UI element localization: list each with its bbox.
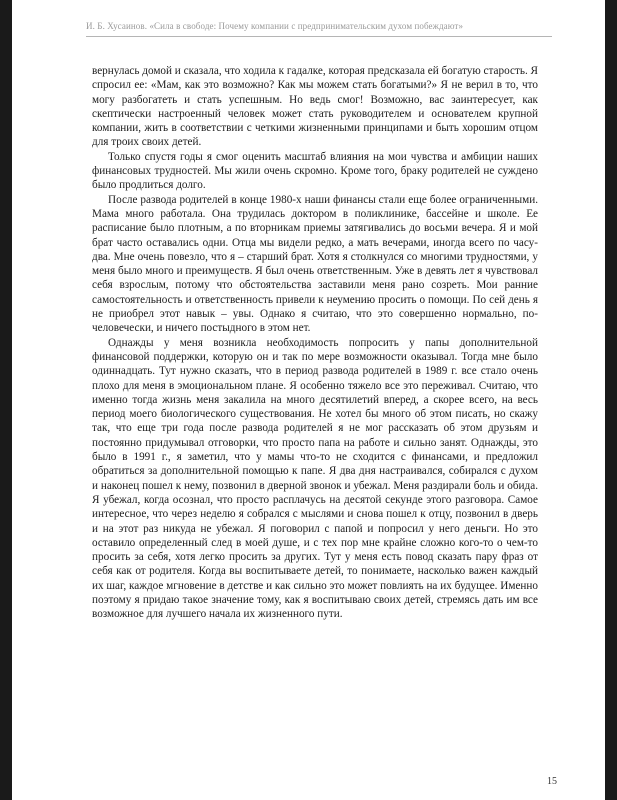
paragraph-2: Только спустя годы я смог оценить масштаб влияния на мои чувства и амбиции наших финансовых трудностей. Мы жили очень скромно. Кроме того, браку родителей не суждено было продлиться долго.	[92, 150, 538, 192]
paragraph-3: После развода родителей в конце 1980-х наши финансы стали еще более ограниченными. Мама много работала. Она трудилась доктором в поликлинике, бассейне и школе. Ее расписание было плотным, а по вторникам приемы затягивались до восьми вечера. Я и мой брат часто оставались одни. Отца мы видели редко, а мать вечерами, иногда всего по часу-два. Мне очень повезло, что я – старший брат. Хотя я столкнулся со многими трудностями, у меня было много и преимуществ. Я был очень ответственным. Уже в девять лет я чувствовал себя взрослым, потому что обстоятельства заставили меня рано созреть. Мои ранние самостоятельность и ответственность привели к неумению просить о помощи. По сей день я не приобрел этот навык – увы. Однако я считаю, что это совершенно нормально, по-человечески, и ничего постыдного в этом нет.	[92, 193, 538, 335]
paragraph-1: вернулась домой и сказала, что ходила к гадалке, которая предсказала ей богатую старость. Я спросил ее: «Мам, как это возможно? Как мы можем стать богатыми?» Я не верил в то, что могу разбогатеть и стать успешным. Но ведь смог! Возможно, вас заинтересует, как скептически настроенный человек может стать руководителем и основателем крупной компании, жить в соответствии с четкими жизненными принципами и быть хорошим отцом для троих своих детей.	[92, 65, 538, 149]
header-rule	[86, 36, 552, 37]
paragraph-4: Однажды у меня возникла необходимость попросить у папы дополнительной финансовой поддержки, которую он и так по мере возможности оказывал. Тогда мне было одиннадцать. Тут нужно сказать, что в период развода родителей в 1989 г. все стало очень плохо для меня в эмоциональном плане. Я особенно тяжело все это переживал. Считаю, что именно тогда жизнь меня закалила на много десятилетий вперед, а скорее всего, на весь период моего биологического существования. Не хотел бы много об этом писать, но скажу так, что еще три года после развода родителей я не мог рассказать об этом друзьям и постоянно придумывал отговорки, что просто папа на работе и сильно занят. Однажды, это было в 1991 г., я заметил, что у мамы что-то не сходится с финансами, и предложил обратиться за дополнительной помощью к папе. Я два дня настраивался, собирался с духом и наконец пошел к нему, позвонил в дверной звонок и убежал. Меня раздирали боль и обида. Я убежал, когда осознал, что просто расплачусь на десятой секунде этого разговора. Самое интересное, что через неделю я собрался с мыслями и снова пошел к отцу, позвонил в дверь и на этот раз никуда не убежал. Я поговорил с папой и попросил у него деньги. Но это оставило определенный след в моей душе, и с тех пор мне крайне сложно кого-то о чем-то просить за себя, хотя легко просить за других. Тут у меня есть повод сказать пару фраз от себя как от родителя. Когда вы воспитываете детей, то понимаете, насколько важен каждый их шаг, каждое мгновение в детстве и как сильно это может повлиять на их будущее. Именно поэтому я придаю такое значение тому, как я воспитываю своих детей, стремясь дать им все возможное для лучшего начала их жизненного пути.	[92, 336, 538, 621]
running-header: И. Б. Хусаинов. «Сила в свободе: Почему компании с предпринимательским духом побеждают»	[86, 21, 464, 31]
book-page	[12, 0, 605, 800]
page-number: 15	[547, 776, 557, 787]
body-text	[92, 64, 538, 622]
